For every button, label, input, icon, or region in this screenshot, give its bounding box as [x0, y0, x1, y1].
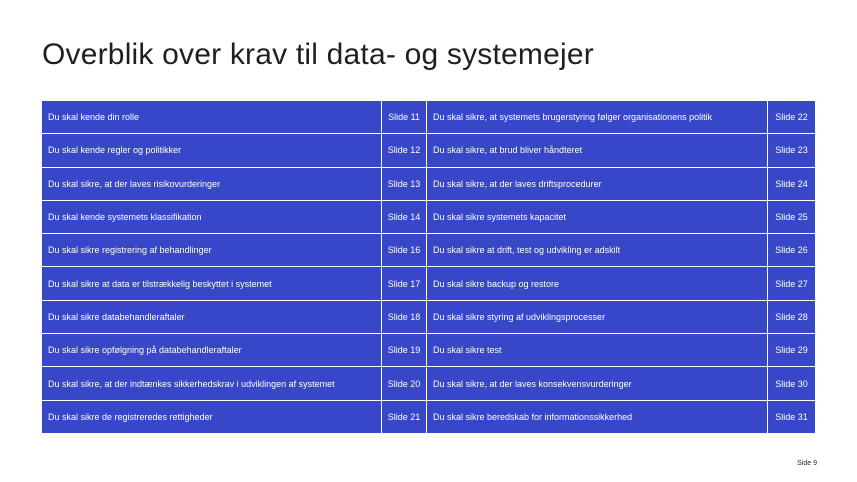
requirement-right: Du skal sikre backup og restore: [427, 267, 768, 300]
requirement-left: Du skal kende regler og politikker: [42, 134, 382, 167]
slide-ref-left: Slide 18: [382, 301, 427, 334]
slide-ref-right: Slide 31: [768, 401, 816, 434]
slide-ref-right: Slide 23: [768, 134, 816, 167]
slide-ref-left: Slide 19: [382, 334, 427, 367]
requirement-right: Du skal sikre beredskab for informationssikkerhed: [427, 401, 768, 434]
requirements-table: [42, 101, 816, 434]
slide-ref-left: Slide 14: [382, 201, 427, 234]
page-title: Overblik over krav til data- og systemejer: [42, 38, 594, 71]
slide-ref-left: Slide 13: [382, 168, 427, 201]
slide-ref-right: Slide 22: [768, 101, 816, 134]
requirement-right: Du skal sikre at drift, test og udvikling er adskilt: [427, 234, 768, 267]
slide-ref-right: Slide 28: [768, 301, 816, 334]
page-number: Side 9: [797, 460, 817, 467]
slide-ref-right: Slide 27: [768, 267, 816, 300]
requirement-left: Du skal kende systemets klassifikation: [42, 201, 382, 234]
slide-ref-left: Slide 11: [382, 101, 427, 134]
slide-ref-left: Slide 12: [382, 134, 427, 167]
requirement-left: Du skal sikre de registreredes rettigheder: [42, 401, 382, 434]
requirement-left: Du skal sikre, at der laves risikovurderinger: [42, 168, 382, 201]
slide-ref-left: Slide 16: [382, 234, 427, 267]
slide-ref-left: Slide 17: [382, 267, 427, 300]
requirement-left: Du skal sikre opfølgning på databehandleraftaler: [42, 334, 382, 367]
requirement-left: Du skal sikre databehandleraftaler: [42, 301, 382, 334]
requirement-right: Du skal sikre, at brud bliver håndteret: [427, 134, 768, 167]
requirement-right: Du skal sikre, at der laves konsekvensvurderinger: [427, 367, 768, 400]
slide-ref-right: Slide 30: [768, 367, 816, 400]
slide-ref-right: Slide 25: [768, 201, 816, 234]
requirement-left: Du skal sikre at data er tilstrækkelig beskyttet i systemet: [42, 267, 382, 300]
requirement-right: Du skal sikre test: [427, 334, 768, 367]
requirement-right: Du skal sikre, at systemets brugerstyring følger organisationens politik: [427, 101, 768, 134]
requirement-left: Du skal sikre, at der indtænkes sikkerhedskrav i udviklingen af systemet: [42, 367, 382, 400]
requirement-right: Du skal sikre systemets kapacitet: [427, 201, 768, 234]
requirement-right: Du skal sikre, at der laves driftsprocedurer: [427, 168, 768, 201]
slide-ref-left: Slide 20: [382, 367, 427, 400]
requirement-left: Du skal kende din rolle: [42, 101, 382, 134]
requirement-left: Du skal sikre registrering af behandlinger: [42, 234, 382, 267]
slide-ref-right: Slide 29: [768, 334, 816, 367]
slide-ref-right: Slide 26: [768, 234, 816, 267]
slide-ref-right: Slide 24: [768, 168, 816, 201]
requirement-right: Du skal sikre styring af udviklingsprocesser: [427, 301, 768, 334]
slide-ref-left: Slide 21: [382, 401, 427, 434]
